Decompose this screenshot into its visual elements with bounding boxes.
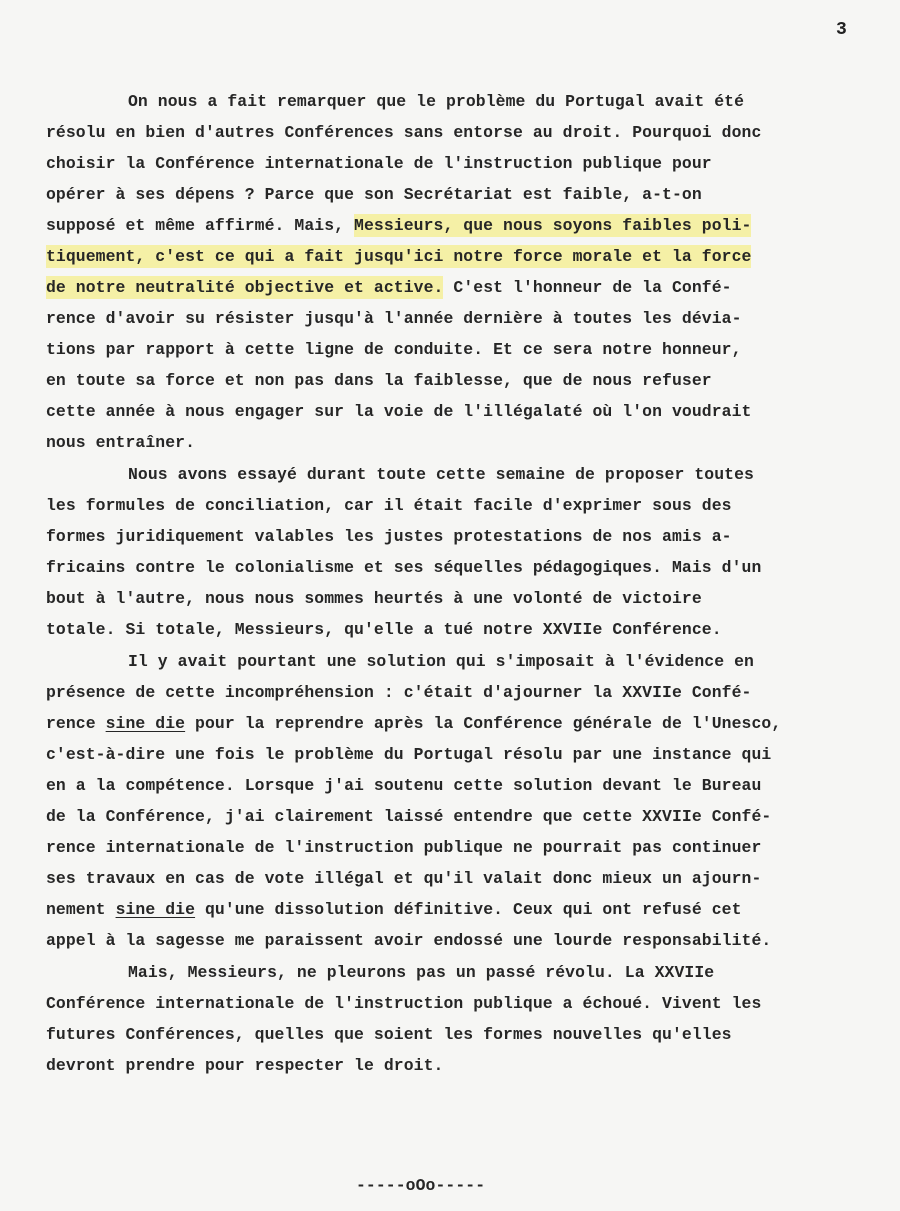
text-line [46,714,781,734]
text-line: ses travaux en cas de vote illégal et qu'il valait donc mieux un ajourn- [46,869,762,888]
text-line [46,247,751,267]
underlined-text: sine die [105,714,186,733]
text-line: Il y avait pourtant une solution qui s'imposait à l'évidence en [128,652,754,671]
text-line: On nous a fait remarquer que le problème du Portugal avait été [128,92,745,111]
page-number: 3 [836,20,847,40]
text-line [46,900,742,920]
text-line: nous entraîner. [46,433,196,452]
text-line: Conférence internationale de l'instruction publique a échoué. Vivent les [46,994,762,1013]
text-line: Mais, Messieurs, ne pleurons pas un passé révolu. La XXVIIe [128,963,715,982]
text-line: les formules de conciliation, car il était facile d'exprimer sous des [46,496,732,515]
text-line: bout à l'autre, nous nous sommes heurtés à une volonté de victoire [46,589,702,608]
text-segment: pour la reprendre après la Conférence générale de l'Unesco, [185,714,782,733]
text-line: tions par rapport à cette ligne de conduite. Et ce sera notre honneur, [46,340,742,359]
text-line: totale. Si totale, Messieurs, qu'elle a tué notre XXVIIe Conférence. [46,620,722,639]
text-line: en a la compétence. Lorsque j'ai soutenu cette solution devant le Bureau [46,776,762,795]
text-line: appel à la sagesse me paraissent avoir endossé une lourde responsabilité. [46,931,772,950]
highlighted-text: de notre neutralité objective et active. [46,278,444,297]
text-line: en toute sa force et non pas dans la faiblesse, que de nous refuser [46,371,712,390]
text-line: choisir la Conférence internationale de l'instruction publique pour [46,154,712,173]
end-separator: -----oOo----- [356,1176,486,1195]
text-line [46,278,732,298]
text-segment: supposé et même affirmé. Mais, [46,216,355,235]
text-line: opérer à ses dépens ? Parce que son Secrétariat est faible, a-t-on [46,185,702,204]
text-line: rence internationale de l'instruction publique ne pourrait pas continuer [46,838,762,857]
text-line: cette année à nous engager sur la voie de l'illégalaté où l'on voudrait [46,402,752,421]
text-segment: nement [46,900,116,919]
text-segment: C'est l'honneur de la Confé- [443,278,732,297]
text-line: fricains contre le colonialisme et ses séquelles pédagogiques. Mais d'un [46,558,762,577]
text-line: futures Conférences, quelles que soient les formes nouvelles qu'elles [46,1025,732,1044]
text-line [46,216,751,236]
text-line: rence d'avoir su résister jusqu'à l'année dernière à toutes les dévia- [46,309,742,328]
underlined-text: sine die [115,900,196,919]
text-segment: qu'une dissolution définitive. Ceux qui ont refusé cet [195,900,742,919]
highlighted-text: Messieurs, que nous soyons faibles poli- [354,216,752,235]
text-segment: rence [46,714,106,733]
text-line: devront prendre pour respecter le droit. [46,1056,444,1075]
text-line: c'est-à-dire une fois le problème du Portugal résolu par une instance qui [46,745,772,764]
highlighted-text: tiquement, c'est ce qui a fait jusqu'ici notre force morale et la force [46,247,752,266]
text-line: Nous avons essayé durant toute cette semaine de proposer toutes [128,465,754,484]
text-line: résolu en bien d'autres Conférences sans entorse au droit. Pourquoi donc [46,123,762,142]
text-line: présence de cette incompréhension : c'était d'ajourner la XXVIIe Confé- [46,683,752,702]
text-line: formes juridiquement valables les justes protestations de nos amis a- [46,527,732,546]
text-line: de la Conférence, j'ai clairement laissé entendre que cette XXVIIe Confé- [46,807,772,826]
